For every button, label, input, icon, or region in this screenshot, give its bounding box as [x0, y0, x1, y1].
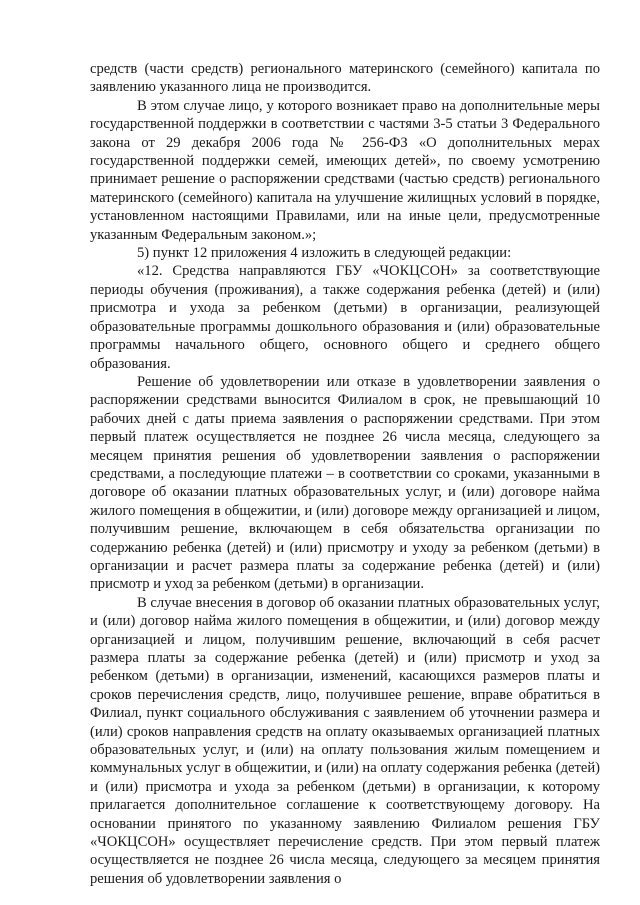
paragraph-decision-terms: Решение об удовлетворении или отказе в удовлетворении заявления о распоряжении средствами выносится Филиалом в срок, не превышающий 10 рабочих дней с даты приема заявления о распоряжении средствами. При этом первый платеж осуществляется не позднее 26 числа месяца, следующего за месяцем принятия решения об удовлетворении заявления о распоряжении средствами, а последующие платежи – в соответствии со сроками, указанными в договоре об оказании платных образовательных услуг, и (или) договоре найма жилого помещения в общежитии, и (или) договоре между организацией и лицом, получившим решение, включающем в себя обязательства организации по содержанию ребенка (детей) и (или) присмотру и уходу за ребенком (детьми) в организации и расчет размера платы за содержание ребенка (детей) и (или) присмотр и уход за ребенком (детьми) в организации. [90, 373, 600, 593]
paragraph-right-to-measures: В этом случае лицо, у которого возникает право на дополнительные меры государственной поддержки в соответствии с частями 3-5 статьи 3 Федерального закона от 29 декабря 2006 года № 256-ФЗ «О дополнительных мерах государственной поддержки семей, имеющих детей», по своему усмотрению принимает решение о распоряжении средствами (частью средств) регионального материнского (семейного) капитала на улучшение жилищных условий в порядке, установленном настоящими Правилами, или на иные цели, предусмотренные указанным Федеральным законом.»; [90, 97, 600, 243]
document-body [90, 60, 600, 888]
paragraph-contract-changes: В случае внесения в договор об оказании платных образовательных услуг, и (или) договор найма жилого помещения в общежитии, и (или) договор между организацией и лицом, получившим решение, включающий в себя расчет размера платы за содержание ребенка (детей) и (или) присмотр и уход за ребенком (детьми) в организации, изменений, касающихся размеров платы и сроков перечисления средств, лицо, получившее решение, вправе обратиться в Филиал, пункт социального обслуживания с заявлением об уточнении размера и (или) сроков направления средств на оплату оказываемых организацией платных образовательных услуг, и (или) на оплату пользования жилым помещением и коммунальных услуг в общежитии, и (или) на оплату содержания ребенка (детей) и (или) присмотра и ухода за ребенком (детьми) в организации, к которому прилагается дополнительное соглашение к соответствующему договору. На основании принятого по указанному заявлению Филиалом решения ГБУ «ЧОКЦСОН» осуществляет перечисление средств. При этом первый платеж осуществляется не позднее 26 числа месяца, следующего за месяцем принятия решения об удовлетворении заявления о [90, 594, 600, 887]
paragraph-continuation: средств (части средств) регионального материнского (семейного) капитала по заявлению указанного лица не производится. [90, 61, 600, 96]
paragraph-clause-12: «12. Средства направляются ГБУ «ЧОКЦСОН» за соответствующие периоды обучения (проживания), а также содержания ребенка (детей) и (или) присмотра и ухода за ребенком (детьми) в организации, реализующей образовательные программы дошкольного образования и (или) образовательные программы начального общего, основного общего и среднего общего образования. [90, 263, 600, 372]
paragraph-amendment-point-5: 5) пункт 12 приложения 4 изложить в следующей редакции: [137, 245, 512, 262]
